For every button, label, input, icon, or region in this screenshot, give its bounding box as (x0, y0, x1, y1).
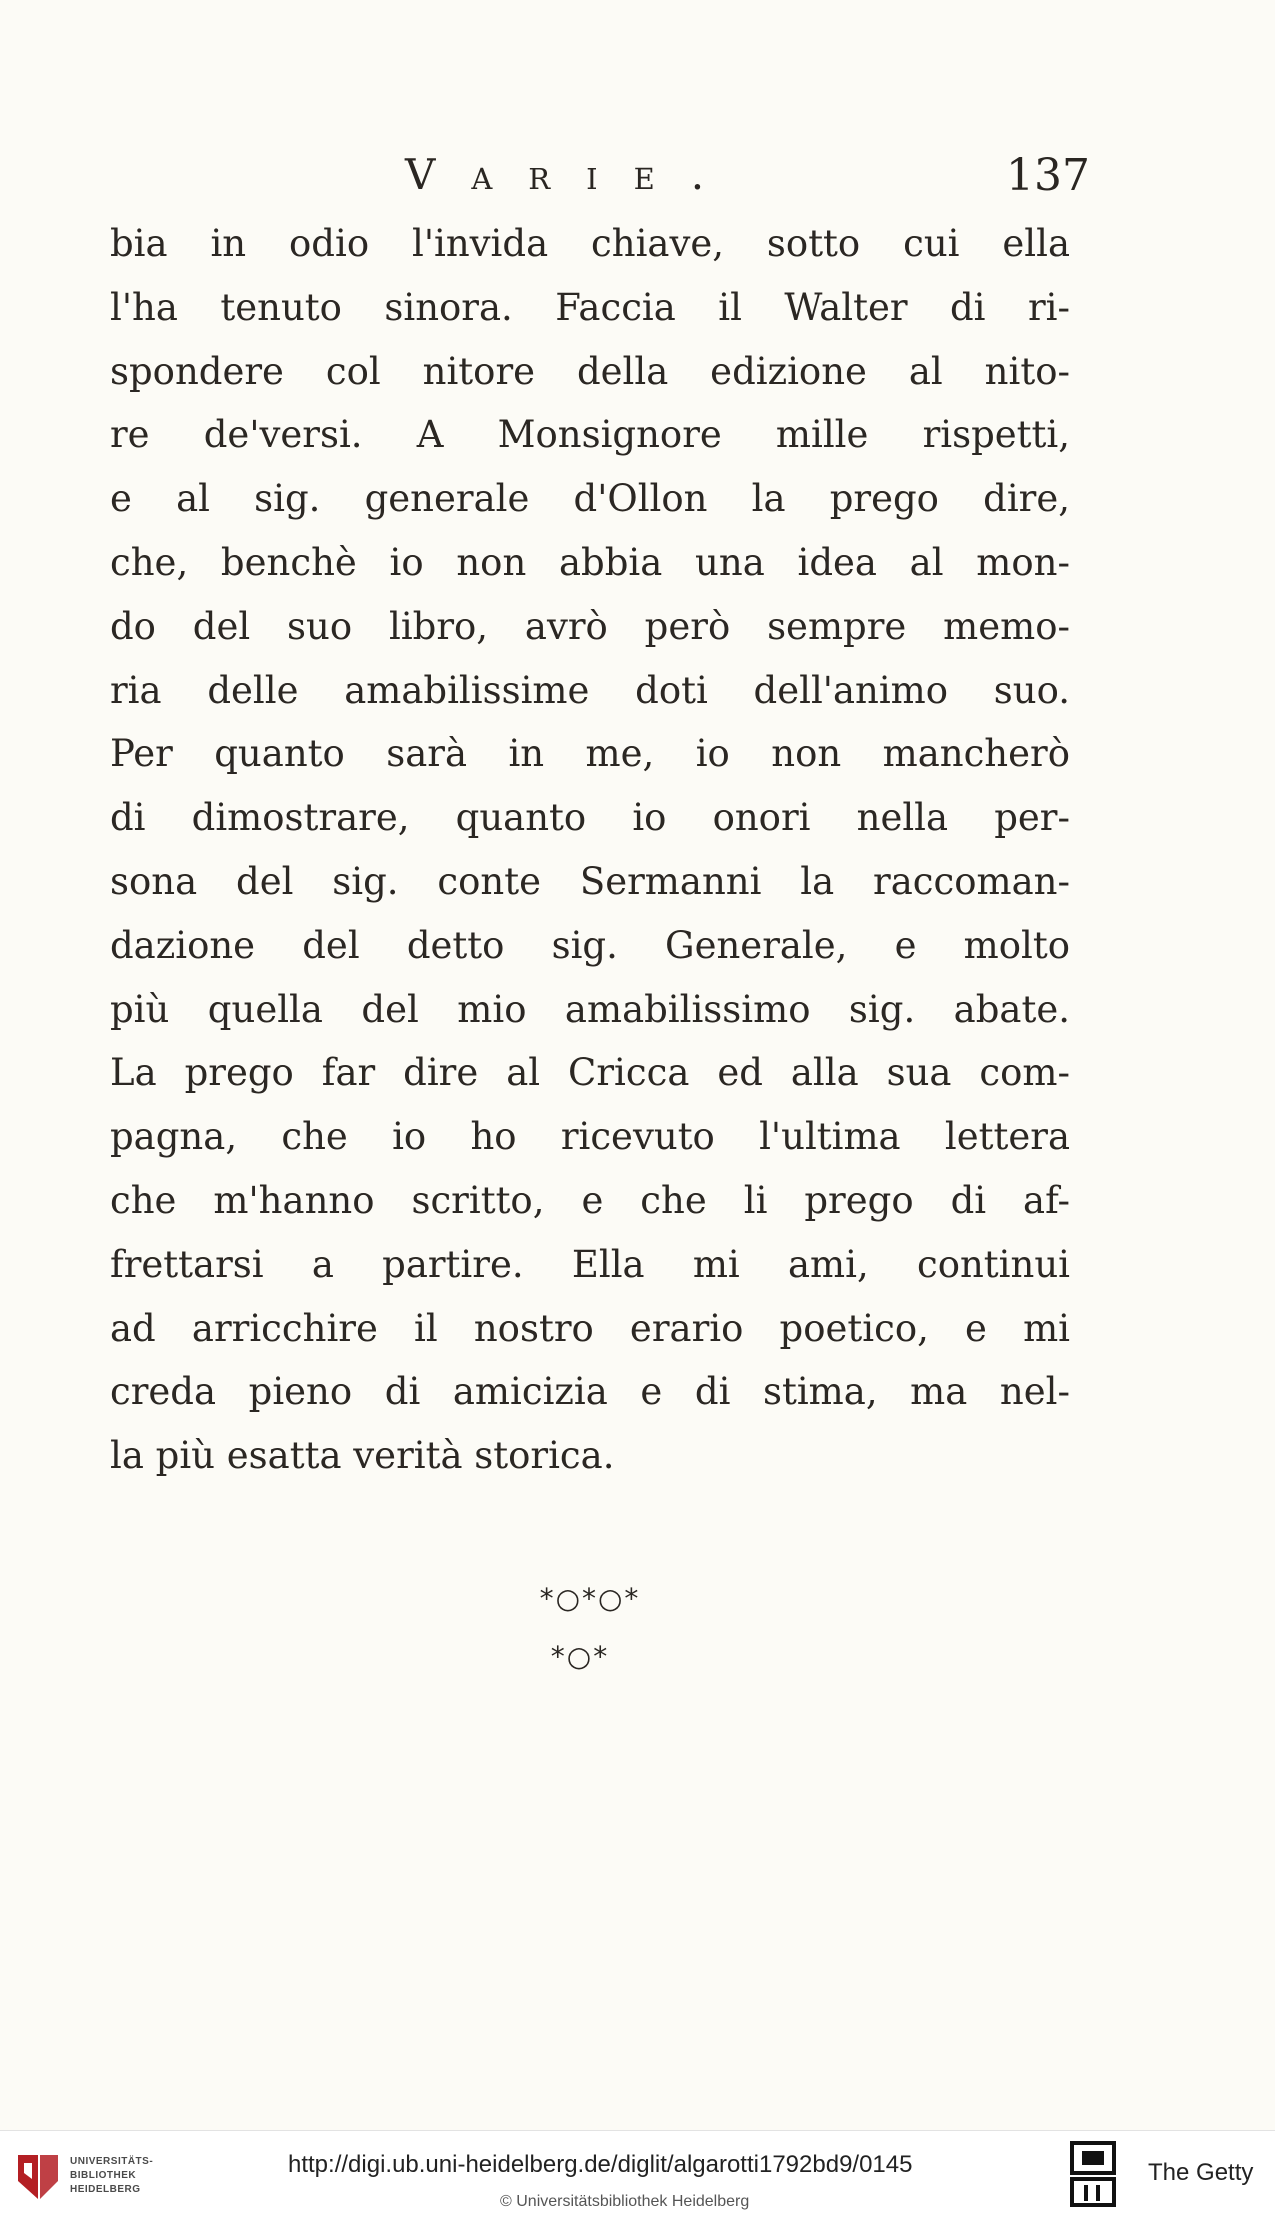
text-line: più quella del mio amabilissimo sig. abate. (110, 987, 1070, 1031)
text-line: ad arricchire il nostro erario poetico, e mi (110, 1306, 1070, 1350)
page-number: 137 (1006, 150, 1090, 201)
library-logo-line: HEIDELBERG (70, 2184, 141, 2195)
library-logo-text (70, 2155, 153, 2197)
ornament-bottom: *○* (550, 1640, 610, 1673)
library-logo-line: UNIVERSITÄTS- (70, 2156, 154, 2167)
text-line: che, benchè io non abbia una idea al mon- (110, 540, 1070, 584)
text-line: do del suo libro, avrò però sempre memo- (110, 604, 1070, 648)
text-line: di dimostrare, quanto io onori nella per- (110, 796, 1070, 840)
copyright-notice: © Universitätsbibliothek Heidelberg (500, 2193, 750, 2210)
library-logo-line: BIBLIOTHEK (70, 2170, 137, 2181)
getty-logo-icon[interactable] (1070, 2141, 1116, 2209)
text-line: l'ha tenuto sinora. Faccia il Walter di ri- (110, 285, 1070, 329)
viewer-footer (0, 2130, 1275, 2224)
body-text (110, 212, 1070, 1488)
page-header (405, 150, 1090, 200)
text-line: re de'versi. A Monsignore mille rispetti, (110, 413, 1070, 457)
text-line: pagna, che io ho ricevuto l'ultima lettera (110, 1115, 1070, 1159)
permalink-url[interactable]: http://digi.ub.uni-heidelberg.de/diglit/algarotti1792bd9/0145 (288, 2151, 913, 2178)
running-title: Varie. (405, 150, 741, 199)
text-line: La prego far dire al Cricca ed alla sua com- (110, 1051, 1070, 1095)
partner-name: The Getty (1148, 2159, 1254, 2186)
text-line: spondere col nitore della edizione al nito- (110, 349, 1070, 393)
text-line: che m'hanno scritto, e che li prego di af- (110, 1178, 1070, 1222)
text-line: frettarsi a partire. Ella mi ami, continui (110, 1242, 1070, 1286)
text-line: la più esatta verità storica. (110, 1434, 615, 1478)
text-line: ria delle amabilissime doti dell'animo suo. (110, 668, 1070, 712)
text-line: creda pieno di amicizia e di stima, ma nel- (110, 1370, 1070, 1414)
text-line: dazione del detto sig. Generale, e molto (110, 923, 1070, 967)
university-library-logo[interactable] (14, 2147, 174, 2209)
text-line: Per quanto sarà in me, io non mancherò (110, 732, 1070, 776)
ornament-top: *○*○* (539, 1582, 641, 1615)
library-emblem-icon (14, 2151, 62, 2203)
text-line: bia in odio l'invida chiave, sotto cui ella (110, 222, 1070, 265)
text-line: e al sig. generale d'Ollon la prego dire, (110, 477, 1070, 521)
text-line: sona del sig. conte Sermanni la raccoman- (110, 859, 1070, 903)
